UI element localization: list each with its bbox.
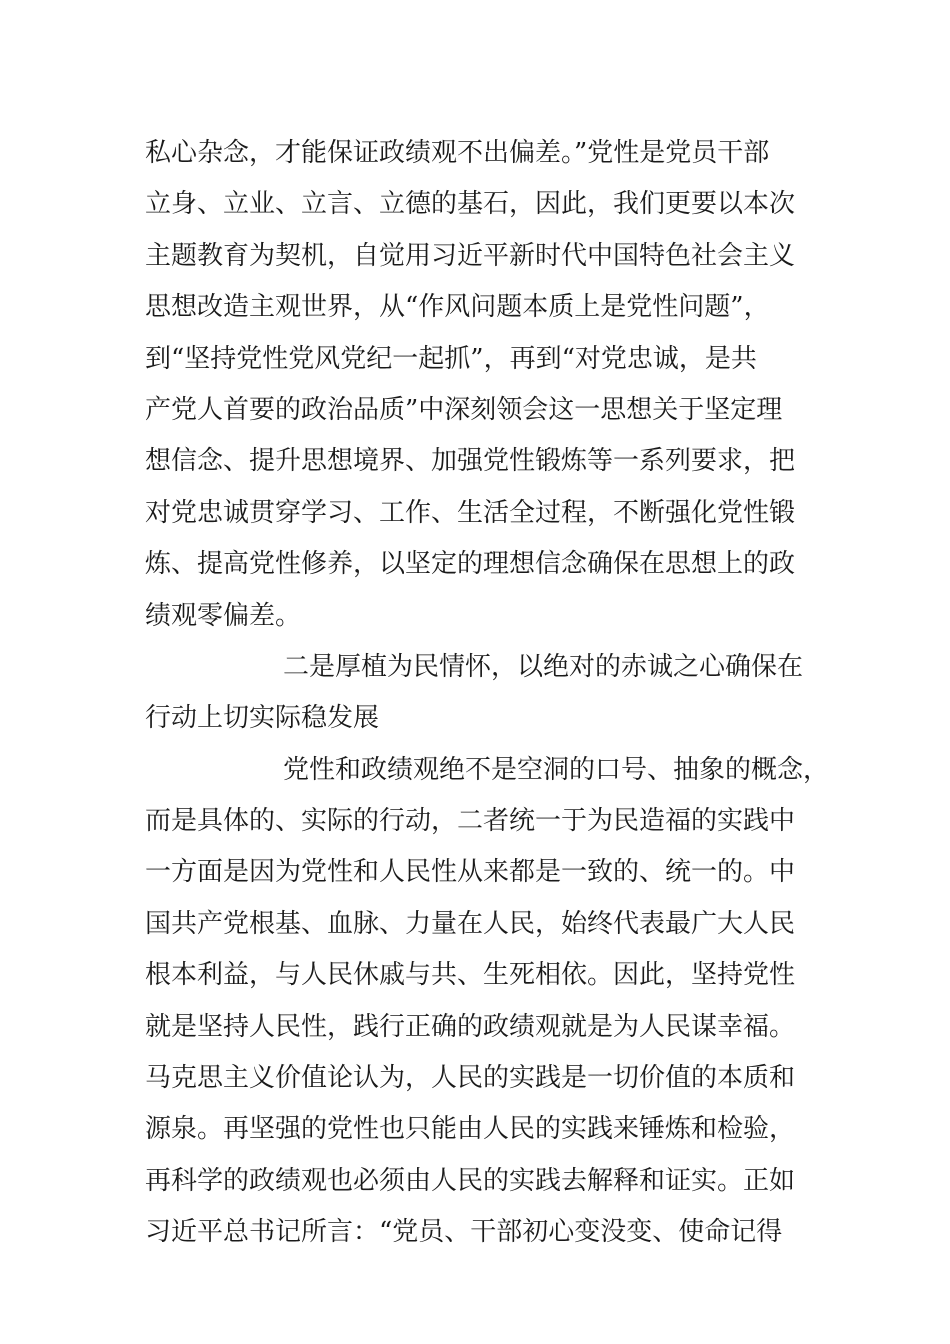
text-line: 私心杂念，才能保证政绩观不出偏差。”党性是党员干部 bbox=[145, 138, 770, 168]
section-heading-continued: 行动上切实际稳发展 bbox=[145, 703, 380, 734]
text-line: 绩观零偏差。 bbox=[145, 600, 302, 631]
text-line: 对党忠诚贯穿学习、工作、生活全过程，不断强化党性锻 bbox=[145, 497, 796, 528]
text-line: 源泉。再坚强的党性也只能由人民的实践来锤炼和检验， bbox=[145, 1114, 796, 1145]
text-line: 马克思主义价值论认为，人民的实践是一切价值的本质和 bbox=[145, 1063, 796, 1094]
section-heading: 二是厚植为民情怀，以绝对的赤诚之心确保在 bbox=[283, 651, 804, 682]
text-line: 思想改造主观世界，从“作风问题本质上是党性问题”， bbox=[145, 292, 770, 323]
text-line: 再科学的政绩观也必须由人民的实践去解释和证实。正如 bbox=[145, 1165, 796, 1196]
text-line: 党性和政绩观绝不是空洞的口号、抽象的概念， bbox=[283, 754, 830, 785]
text-line: 产党人首要的政治品质”中深刻领会这一思想关于坚定理 bbox=[145, 394, 783, 425]
text-line: 习近平总书记所言：“党员、干部初心变没变、使命记得 bbox=[145, 1217, 783, 1248]
text-line: 想信念、提升思想境界、加强党性锻炼等一系列要求，把 bbox=[145, 446, 796, 477]
text-line: 就是坚持人民性，践行正确的政绩观就是为人民谋幸福。 bbox=[145, 1011, 796, 1042]
text-line: 根本利益，与人民休戚与共、生死相依。因此，坚持党性 bbox=[145, 960, 796, 991]
text-line: 而是具体的、实际的行动，二者统一于为民造福的实践中 bbox=[145, 806, 796, 837]
text-line: 一方面是因为党性和人民性从来都是一致的、统一的。中 bbox=[145, 857, 796, 888]
text-line: 到“坚持党性党风党纪一起抓”，再到“对党忠诚，是共 bbox=[145, 343, 757, 374]
text-line: 主题教育为契机，自觉用习近平新时代中国特色社会主义 bbox=[145, 240, 796, 271]
body-text bbox=[145, 128, 830, 1259]
text-line: 国共产党根基、血脉、力量在人民，始终代表最广大人民 bbox=[145, 908, 796, 939]
text-line: 立身、立业、立言、立德的基石，因此，我们更要以本次 bbox=[145, 189, 796, 220]
text-line: 炼、提高党性修养，以坚定的理想信念确保在思想上的政 bbox=[145, 549, 796, 580]
